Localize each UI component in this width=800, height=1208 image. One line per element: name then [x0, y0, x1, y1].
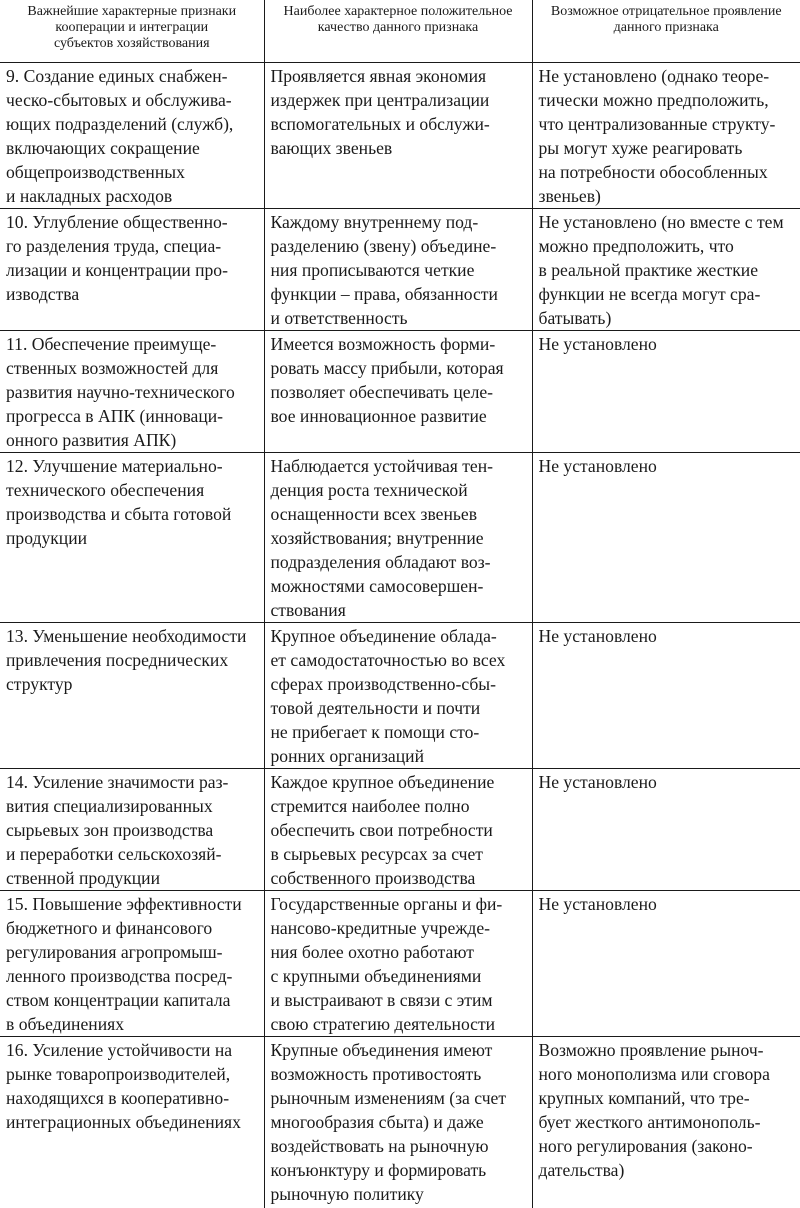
- header-cell-positive: Наиболее характерное положительное качество данного признака: [264, 0, 532, 63]
- negative-cell: Не установлено: [532, 453, 800, 623]
- negative-cell: Не установлено (но вместе с тем можно предположить, что в реальной практике жесткие функции не всегда могут сра- батывать): [532, 209, 800, 331]
- table-row: [0, 1037, 800, 1208]
- feature-cell: 11. Обеспечение преимуще- ственных возможностей для развития научно-технического прогресса в АПК (инноваци- онного развития АПК): [0, 331, 264, 453]
- positive-cell: Государственные органы и фи- нансово-кредитные учрежде- ния более охотно работают с крупными объединениями и выстраивают в связи с этим свою стратегию деятельности: [264, 891, 532, 1037]
- positive-cell: Каждое крупное объединение стремится наиболее полно обеспечить свои потребности в сырьевых ресурсах за счет собственного производства: [264, 769, 532, 891]
- table-row: [0, 453, 800, 623]
- positive-cell: Проявляется явная экономия издержек при централизации вспомогательных и обслужи- вающих звеньев: [264, 63, 532, 209]
- feature-cell: 15. Повышение эффективности бюджетного и финансового регулирования агропромыш- ленного производства посред- ством концентрации капитала в объединениях: [0, 891, 264, 1037]
- feature-cell: 16. Усиление устойчивости на рынке товаропроизводителей, находящихся в кооперативно- интеграционных объединениях: [0, 1037, 264, 1208]
- negative-cell: Возможно проявление рыноч- ного монополизма или сговора крупных компаний, что тре- бует жесткого антимонополь- ного регулирования (законо- дательства): [532, 1037, 800, 1208]
- header-cell-features: Важнейшие характерные признаки кооперации и интеграции субъектов хозяйствования: [0, 0, 264, 63]
- table-body: [0, 63, 800, 1208]
- negative-cell: Не установлено: [532, 891, 800, 1037]
- table-row: [0, 891, 800, 1037]
- negative-cell: Не установлено: [532, 331, 800, 453]
- feature-cell: 10. Углубление общественно- го разделения труда, специа- лизации и концентрации про- изводства: [0, 209, 264, 331]
- positive-cell: Каждому внутреннему под- разделению (звену) объедине- ния прописываются четкие функции – права, обязанности и ответственность: [264, 209, 532, 331]
- table-row: [0, 623, 800, 769]
- positive-cell: Крупное объединение облада- ет самодостаточностью во всех сферах производственно-сбы- товой деятельности и почти не прибегает к помощи сто- ронних организаций: [264, 623, 532, 769]
- feature-cell: 14. Усиление значимости раз- вития специализированных сырьевых зон производства и переработки сельскохозяй- ственной продукции: [0, 769, 264, 891]
- negative-cell: Не установлено (однако теоре- тически можно предположить, что централизованные структу- ры могут хуже реагировать на потребности обособленных звеньев): [532, 63, 800, 209]
- feature-cell: 13. Уменьшение необходимости привлечения посреднических структур: [0, 623, 264, 769]
- table-row: [0, 209, 800, 331]
- negative-cell: Не установлено: [532, 623, 800, 769]
- table-row: [0, 769, 800, 891]
- positive-cell: Наблюдается устойчивая тен- денция роста технической оснащенности всех звеньев хозяйствования; внутренние подразделения обладают воз- можностями самосовершен- ствования: [264, 453, 532, 623]
- positive-cell: Имеется возможность форми- ровать массу прибыли, которая позволяет обеспечивать целе- вое инновационное развитие: [264, 331, 532, 453]
- feature-cell: 9. Создание единых снабжен- ческо-сбытовых и обслужива- ющих подразделений (служб), включающих сокращение общепроизводственных и накладных расходов: [0, 63, 264, 209]
- positive-cell: Крупные объединения имеют возможность противостоять рыночным изменениям (за счет многообразия сбыта) и даже воздействовать на рыночную конъюнктуру и формировать рыночную политику: [264, 1037, 532, 1208]
- table-row: [0, 331, 800, 453]
- table-header: [0, 0, 800, 63]
- negative-cell: Не установлено: [532, 769, 800, 891]
- table-row: [0, 63, 800, 209]
- header-cell-negative: Возможное отрицательное проявление данного признака: [532, 0, 800, 63]
- feature-cell: 12. Улучшение материально- технического обеспечения производства и сбыта готовой продукции: [0, 453, 264, 623]
- header-row: [0, 0, 800, 63]
